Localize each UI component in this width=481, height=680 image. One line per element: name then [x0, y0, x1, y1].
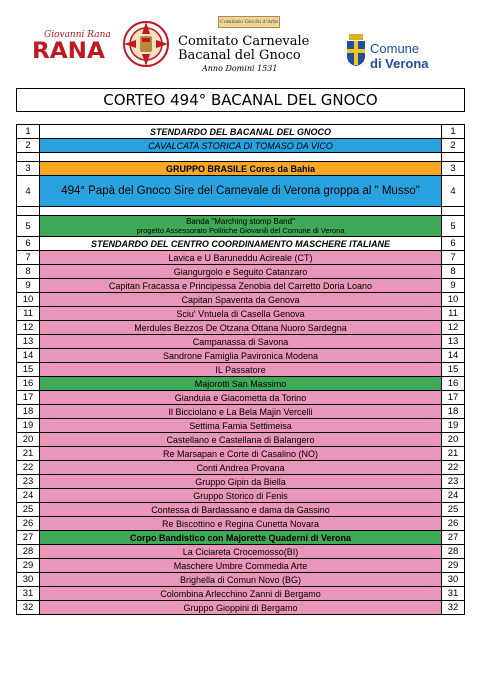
row-description: Castellano e Castellana di Balangero: [40, 433, 442, 447]
table-row: [17, 377, 465, 391]
row-number-left: 1: [17, 125, 40, 139]
row-number-left: 18: [17, 405, 40, 419]
row-description: Capitan Fracassa e Principessa Zenobia del Carretto Doria Loano: [40, 279, 442, 293]
row-description: Il Bicciolano e La Bela Majin Vercelli: [40, 405, 442, 419]
table-row: [17, 419, 465, 433]
table-row: [17, 545, 465, 559]
row-number-right: 2: [442, 139, 465, 153]
table-row: [17, 251, 465, 265]
row-number-left: 3: [17, 162, 40, 176]
row-number-right: 15: [442, 363, 465, 377]
table-row: [17, 335, 465, 349]
row-description: Contessa di Bardassano e dama da Gassino: [40, 503, 442, 517]
row-number-right: 8: [442, 265, 465, 279]
table-row: [17, 559, 465, 573]
row-number-left: 2: [17, 139, 40, 153]
table-row: [17, 125, 465, 139]
comitato-name-line1: Comitato Carnevale: [178, 34, 310, 49]
row-description: Maschere Umbre Commedia Arte: [40, 559, 442, 573]
row-description: [40, 153, 442, 162]
row-description: Colombina Arlecchino Zanni di Bergamo: [40, 587, 442, 601]
row-number-left: 14: [17, 349, 40, 363]
row-number-right: 26: [442, 517, 465, 531]
row-description: Capitan Spaventa da Genova: [40, 293, 442, 307]
document-header: [0, 0, 481, 80]
row-number-left: 4: [17, 176, 40, 207]
table-row: [17, 293, 465, 307]
row-number-left: 5: [17, 216, 40, 237]
row-number-left: 26: [17, 517, 40, 531]
row-number-right: 10: [442, 293, 465, 307]
row-number-left: [17, 153, 40, 162]
row-number-right: 30: [442, 573, 465, 587]
table-row: [17, 573, 465, 587]
rana-logo-script: Giovanni Rana: [44, 30, 111, 40]
row-description-line1: Banda "Marching stomp Band": [186, 217, 295, 226]
table-row: [17, 307, 465, 321]
row-description: 494° Papà del Gnoco Sire del Carnevale di Verona groppa al " Musso": [40, 176, 442, 207]
row-number-right: 1: [442, 125, 465, 139]
document-title: CORTEO 494° BACANAL DEL GNOCO: [16, 88, 465, 112]
table-row: [17, 405, 465, 419]
rana-logo: [30, 30, 111, 70]
table-row: [17, 176, 465, 207]
row-number-right: 18: [442, 405, 465, 419]
row-number-left: 7: [17, 251, 40, 265]
row-description: CAVALCATA STORICA DI TOMASO DA VICO: [40, 139, 442, 153]
row-description: Brighella di Comun Novo (BG): [40, 573, 442, 587]
row-number-left: 11: [17, 307, 40, 321]
table-row: [17, 503, 465, 517]
comune-name-line1: Comune: [370, 41, 420, 56]
row-number-right: 5: [442, 216, 465, 237]
table-row: [17, 531, 465, 545]
row-number-left: [17, 207, 40, 216]
row-description: Re Biscottino e Regina Cunetta Novara: [40, 517, 442, 531]
table-row: [17, 601, 465, 615]
row-number-right: 22: [442, 461, 465, 475]
comune-name-line2: di Verona: [370, 56, 429, 71]
row-description-line2: progetto Assessorato Politiche Giovanili del Comune di Verona: [136, 226, 345, 235]
row-number-left: 9: [17, 279, 40, 293]
row-number-left: 31: [17, 587, 40, 601]
table-row: [17, 475, 465, 489]
row-number-right: [442, 153, 465, 162]
row-number-right: 27: [442, 531, 465, 545]
row-number-left: 24: [17, 489, 40, 503]
row-number-right: 7: [442, 251, 465, 265]
table-row: [17, 517, 465, 531]
row-number-left: 25: [17, 503, 40, 517]
row-number-right: 13: [442, 335, 465, 349]
row-number-left: 10: [17, 293, 40, 307]
row-number-left: 29: [17, 559, 40, 573]
verona-shield-icon: [346, 34, 366, 66]
row-number-right: 3: [442, 162, 465, 176]
comitato-seal-icon: [122, 20, 170, 68]
row-number-right: 23: [442, 475, 465, 489]
parade-order-body: [17, 125, 465, 615]
row-number-right: 29: [442, 559, 465, 573]
row-description: Corpo Bandistico con Majorette Quaderni di Verona: [40, 531, 442, 545]
table-row: [17, 587, 465, 601]
table-row: [17, 349, 465, 363]
row-number-right: 12: [442, 321, 465, 335]
row-number-right: 16: [442, 377, 465, 391]
row-number-right: [442, 207, 465, 216]
comitato-year: Anno Domini 1531: [202, 64, 278, 73]
row-number-left: 20: [17, 433, 40, 447]
table-row: [17, 265, 465, 279]
row-description: [40, 216, 442, 237]
row-number-right: 19: [442, 419, 465, 433]
row-description: Gianduia e Giacometta da Torino: [40, 391, 442, 405]
comitato-banner: Comitato Giochi d'Arte: [218, 16, 280, 28]
row-description: Campanassa di Savona: [40, 335, 442, 349]
spacer-row: [17, 207, 465, 216]
row-description: Sandrone Famiglia Pavironica Modena: [40, 349, 442, 363]
row-number-right: 24: [442, 489, 465, 503]
row-number-left: 8: [17, 265, 40, 279]
row-number-right: 31: [442, 587, 465, 601]
row-description: GRUPPO BRASILE Cores da Bahia: [40, 162, 442, 176]
row-number-left: 17: [17, 391, 40, 405]
row-number-right: 11: [442, 307, 465, 321]
comitato-name-line2: Bacanal del Gnoco: [178, 48, 301, 63]
row-number-left: 22: [17, 461, 40, 475]
row-description: Conti Andrea Provana: [40, 461, 442, 475]
row-number-left: 15: [17, 363, 40, 377]
table-row: [17, 321, 465, 335]
rana-logo-text: RANA: [32, 39, 105, 64]
row-number-right: 17: [442, 391, 465, 405]
table-row: [17, 216, 465, 237]
table-row: [17, 489, 465, 503]
table-row: [17, 447, 465, 461]
table-row: [17, 162, 465, 176]
row-number-right: 20: [442, 433, 465, 447]
row-number-right: 9: [442, 279, 465, 293]
row-number-right: 6: [442, 237, 465, 251]
row-number-left: 21: [17, 447, 40, 461]
row-number-left: 16: [17, 377, 40, 391]
row-description: Giangurgolo e Seguito Catanzaro: [40, 265, 442, 279]
row-number-right: 25: [442, 503, 465, 517]
table-row: [17, 363, 465, 377]
table-row: [17, 391, 465, 405]
spacer-row: [17, 153, 465, 162]
row-number-right: 32: [442, 601, 465, 615]
comitato-logo: [122, 16, 322, 76]
row-description: La Ciciareta Crocemosso(BI): [40, 545, 442, 559]
row-description: Settima Famia Settimeisa: [40, 419, 442, 433]
table-row: [17, 237, 465, 251]
row-description: Majorotti San Massimo: [40, 377, 442, 391]
row-number-left: 28: [17, 545, 40, 559]
row-description: [40, 207, 442, 216]
table-row: [17, 461, 465, 475]
row-description: Merdules Bezzos De Otzana Ottana Nuoro Sardegna: [40, 321, 442, 335]
row-description: Gruppo Gioppini di Bergamo: [40, 601, 442, 615]
row-description: Lavica e U Baruneddu Acireale (CT): [40, 251, 442, 265]
row-number-left: 30: [17, 573, 40, 587]
table-row: [17, 279, 465, 293]
row-number-right: 4: [442, 176, 465, 207]
row-number-left: 32: [17, 601, 40, 615]
row-number-right: 28: [442, 545, 465, 559]
row-number-left: 27: [17, 531, 40, 545]
parade-order-table: [16, 124, 465, 615]
row-number-left: 19: [17, 419, 40, 433]
row-number-right: 14: [442, 349, 465, 363]
row-number-left: 13: [17, 335, 40, 349]
row-description: IL Passatore: [40, 363, 442, 377]
row-number-left: 12: [17, 321, 40, 335]
row-description: Gruppo Gipin da Biella: [40, 475, 442, 489]
comune-logo: [346, 34, 446, 74]
row-description: STENDARDO DEL BACANAL DEL GNOCO: [40, 125, 442, 139]
table-row: [17, 139, 465, 153]
row-number-right: 21: [442, 447, 465, 461]
table-row: [17, 433, 465, 447]
row-description: Sciu' Vntuela di Casella Genova: [40, 307, 442, 321]
row-description: STENDARDO DEL CENTRO COORDINAMENTO MASCHERE ITALIANE: [40, 237, 442, 251]
row-description: Gruppo Storico di Fenis: [40, 489, 442, 503]
row-number-left: 23: [17, 475, 40, 489]
row-number-left: 6: [17, 237, 40, 251]
row-description: Re Marsapan e Corte di Casalino (NO): [40, 447, 442, 461]
